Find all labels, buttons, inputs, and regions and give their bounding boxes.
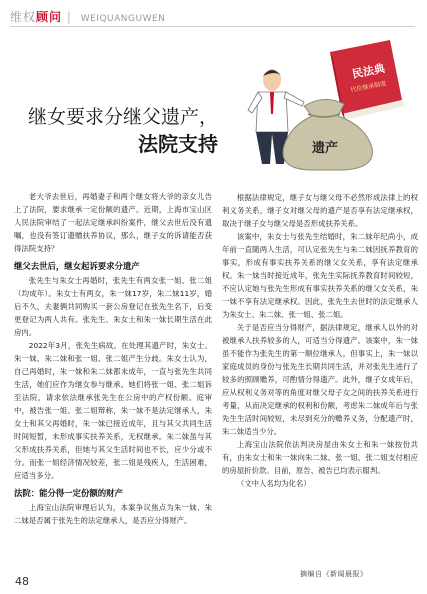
paragraph: 张先生与朱女士再婚时，张先生有两女张一姐、张二姐（均成年）。朱女士有两女，朱一妹17岁，朱二妹11岁，婚后不久，夫妻俩共同购买一套公房登记在张先生名下，后变更登记为两人共有。张先生、朱女士和朱一妹长期生活在此房内。 bbox=[14, 276, 212, 337]
section-label: 维权顾问 | WEIQUANGUWEN bbox=[10, 10, 166, 24]
section-highlight: 顾问 bbox=[36, 10, 63, 24]
paragraph: 上海宝山法院依法判决房屋由朱女士和朱一妹按份共有，由朱女士和朱一妹向朱二妹、张一姐、张二姐支付相应的房屋折价款。目前，原告、被告已均表示服判。 bbox=[222, 440, 418, 475]
page-number: 48 bbox=[15, 575, 29, 588]
paragraph: 该案中，朱女士与张先生结婚时，朱二妹年纪尚小，成年前一直随两人生活，可认定张先生与朱二妹因抚养教育的事实，形成有事实扶养关系的继父女关系，享有法定继承权。朱一妹当时接近成年，张先生实际抚养教育时间较短，不应认定她与张先生形成有事实扶养关系的继父女关系，朱一妹不享有法定继承权。因此，张先生去世时的法定继承人为朱女士、朱二妹、张一姐、张二姐。 bbox=[222, 232, 418, 319]
title-line-1: 继女要求分继父遗产， bbox=[28, 106, 219, 128]
book-subtitle: 代位继承制度 bbox=[350, 80, 387, 94]
left-column bbox=[14, 190, 212, 527]
paragraph: 上海宝山法院审理后认为，本案争议焦点为朱一妹、朱二妹是否属于张先生的法定继承人，是否应分得财产。 bbox=[14, 503, 212, 525]
paragraph: 根据法律规定，继子女与继父母不必然形成法律上的权利义务关系，继子女对继父母的遗产是否享有法定继承权，取决于继子女与继父母是否形成扶养关系。 bbox=[222, 193, 418, 228]
page-header bbox=[0, 0, 427, 30]
inheritance-illustration bbox=[212, 34, 417, 174]
section-prefix: 维权 bbox=[10, 10, 37, 24]
subheading: 法院：能分得一定份额的财产 bbox=[14, 488, 123, 498]
title-line-2: 法院支持 bbox=[138, 132, 218, 156]
paragraph: 关于是否应当分得财产，据法律规定，继承人以外的对被继承人扶养较多的人，可适当分得遗产。该案中，朱一妹虽不能作为张先生的第一顺位继承人，但事实上，朱一妹以家庭成员的身份与张先生长期共同生活，并对张先生进行了较多的照顾赡养，可酌情分得遗产。此外，继子女成年后，应从权利义务对等的角度对继父母子女之间的扶养关系进行考量，从而决定继承的权利和份额，考虑朱二妹成年后与张先生生活时间较短，未尽到充分的赡养义务，分配遗产时，朱二妹适当少分。 bbox=[222, 323, 418, 436]
name-disclaimer: （文中人名均为化名） bbox=[236, 479, 311, 488]
paragraph: 老大爷去世后，再婚妻子和两个继女将大爷的亲女儿告上了法院，要求继承一定份额的遗产。近期，上海市宝山区人民法院审结了一起法定继承纠纷案件，继父去世后没有遗嘱，也没有签订遗赠扶养协议，那么，继子女的诉请能否获得法院支持？ bbox=[14, 192, 212, 253]
header-divider bbox=[10, 26, 415, 27]
subheading: 继父去世后，继女起诉要求分遗产 bbox=[14, 261, 140, 271]
right-column bbox=[222, 191, 418, 490]
section-en: WEIQUANGUWEN bbox=[80, 14, 166, 24]
paragraph: 2022年3月，张先生病故。在处理其遗产时，朱女士、朱一妹、朱二妹和张一姐、张二姐产生分歧。朱女士认为，自己再婚时，朱一妹和朱二妹都未成年，一直与张先生共同生活，她们应作为继女参与继承。她们将张一姐、张二姐诉至法院，请求依法继承张先生在公房中的产权份额。庭审中，被告张一姐、张二姐辩称，朱一妹不是法定继承人，朱女士和其父再婚时，朱一妹已接近成年，且与其父共同生活时间短暂，未形成事实扶养关系，无权继承。朱二妹虽与其父形成扶养关系，但她与其父生活时间也不长，应少分或不分。而张一姐经济情况较差，张二姐是残疾人，生活困难，应适当多分。 bbox=[14, 341, 212, 480]
book-title: 民法典 bbox=[351, 61, 386, 81]
source-credit: 摘编自《新闻晨报》 bbox=[300, 570, 368, 578]
article-title bbox=[28, 104, 218, 158]
sack-label: 遗产 bbox=[312, 141, 339, 156]
